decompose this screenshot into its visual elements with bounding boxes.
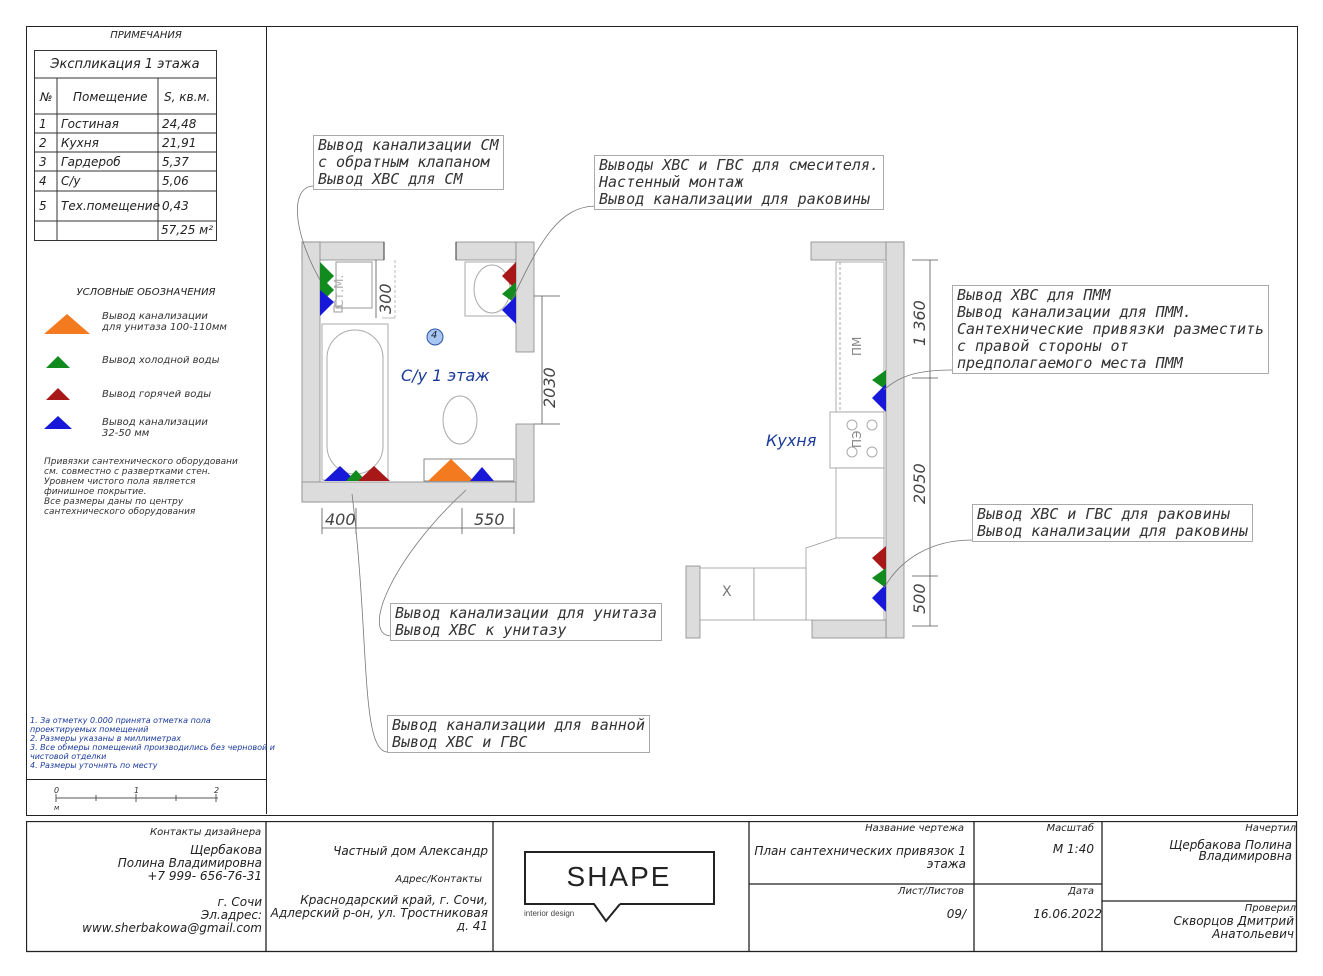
sheet-value: 09/ xyxy=(946,907,966,921)
legend-title: УСЛОВНЫЕ ОБОЗНАЧЕНИЯ xyxy=(76,287,216,298)
table-row: 2 xyxy=(39,136,47,150)
drawing-name: План сантехнических привязок 1 этажа xyxy=(754,844,966,871)
table-row: 3 xyxy=(39,155,47,169)
kitchen-room-label: Кухня xyxy=(766,431,817,450)
explication-total: 57,25 м² xyxy=(161,223,214,237)
washer-label: Ст.М. xyxy=(332,274,346,308)
callout-bathroom-sink: Выводы ХВС и ГВС для смесителя. Настенный монтаж Вывод канализации для раковины xyxy=(594,155,884,210)
dim-1360: 1 360 xyxy=(910,300,929,346)
green-triangle-icon xyxy=(46,356,70,368)
project-name: Частный дом Александр xyxy=(333,844,488,858)
table-row: 5 xyxy=(39,199,47,213)
legend-icons xyxy=(40,310,100,435)
bathroom-marker-label: 4 xyxy=(431,330,438,341)
header-room: Помещение xyxy=(73,90,148,104)
table-row: С/у xyxy=(61,174,81,188)
scale-tick-1: 1 xyxy=(134,786,140,795)
explication-table xyxy=(34,50,216,240)
orange-triangle-icon xyxy=(44,314,90,334)
dishwasher-label: ПМ xyxy=(850,336,864,356)
table-row: 4 xyxy=(39,174,47,188)
checked-label: Проверил xyxy=(1244,903,1296,914)
shape-logo xyxy=(524,851,714,918)
table-row: 1 xyxy=(39,117,47,131)
callout-dishwasher: Вывод ХВС для ПММ Вывод канализации для ПММ. Сантехнические привязки разместить с правой стороны от предполагаемого места ПММ xyxy=(952,285,1269,374)
table-row: 0,43 xyxy=(162,199,189,213)
dim-300: 300 xyxy=(376,283,395,314)
legend-note: Привязки сантехнического оборудовани см. совместно с развертками стен. Уровнем чистого пола является финишное покрытие. Все размеры даны по центру сантехнического оборудования xyxy=(44,457,238,517)
address-label: Адрес/Контакты xyxy=(395,874,482,885)
scale-bar xyxy=(40,784,240,812)
explication-title: Экспликация 1 этажа xyxy=(50,57,200,72)
drawn-by: Щербакова Полина Владимировна xyxy=(1169,838,1292,863)
table-row: Кухня xyxy=(61,136,99,150)
dim-2050: 2050 xyxy=(910,463,929,504)
scale-label: Масштаб xyxy=(1046,823,1094,834)
scale-tick-2: 2 xyxy=(214,786,220,795)
dim-2030: 2030 xyxy=(540,367,559,408)
header-num: № xyxy=(40,90,53,104)
sheet-label: Лист/Листов xyxy=(897,886,964,897)
legend-item-2: Вывод холодной воды xyxy=(102,355,220,366)
designer-name: Щербакова Полина Владимировна +7 999- 656-76-31 xyxy=(117,843,262,883)
designer-address: г. Сочи Эл.адрес: www.sherbakowa@gmail.com xyxy=(82,895,262,935)
drawing-name-label: Название чертежа xyxy=(865,823,964,834)
fridge-label: Х xyxy=(722,584,732,600)
date-label: Дата xyxy=(1068,886,1094,897)
logo-subtext: interior design xyxy=(524,909,575,918)
callout-toilet: Вывод канализации для унитаза Вывод ХВС к унитазу xyxy=(390,603,662,641)
table-row: 24,48 xyxy=(162,117,197,131)
callout-bath: Вывод канализации для ванной Вывод ХВС и ГВС xyxy=(387,715,650,753)
header-area: S, кв.м. xyxy=(164,90,211,104)
scale-value: М 1:40 xyxy=(1052,842,1094,856)
date-value: 16.06.2022 xyxy=(1033,907,1102,921)
footnotes: 1. За отметку 0.000 принята отметка пола проектируемых помещений 2. Размеры указаны в миллиметрах 3. Все обмеры помещений производились без черновой и чистовой отделки 4. Размеры уточнять по месту xyxy=(30,716,275,770)
table-row: 5,06 xyxy=(162,174,189,188)
toilet xyxy=(443,396,477,444)
scale-tick-0: 0 xyxy=(54,786,60,795)
dim-550: 550 xyxy=(474,510,505,529)
notes-title: ПРИМЕЧАНИЯ xyxy=(110,30,182,41)
callout-kitchen-sink: Вывод ХВС и ГВС для раковины Вывод канализации для раковины xyxy=(972,504,1253,542)
drawn-label: Начертил xyxy=(1245,823,1296,834)
dim-500: 500 xyxy=(910,583,929,614)
blue-triangle-icon xyxy=(44,416,72,429)
scale-divider xyxy=(26,779,266,780)
legend-item-3: Вывод горячей воды xyxy=(102,389,212,400)
table-row: Гостиная xyxy=(61,117,119,131)
table-row: Тех.помещение xyxy=(61,199,160,213)
legend-item-4: Вывод канализации 32-50 мм xyxy=(102,417,208,439)
red-triangle-icon xyxy=(46,388,70,400)
table-row: Гардероб xyxy=(61,155,121,169)
project-address: Краснодарский край, г. Сочи, Адлерский р-он, ул. Тростниковая д. 41 xyxy=(270,893,488,933)
table-row: 5,37 xyxy=(162,155,189,169)
bathtub xyxy=(322,324,388,480)
bathroom-room-label: С/у 1 этаж xyxy=(401,366,490,385)
scale-unit: м xyxy=(54,804,60,812)
legend-item-1: Вывод канализации для унитаза 100-110мм xyxy=(102,311,227,333)
stove-label: ПЭ xyxy=(850,430,864,448)
designer-contacts-label: Контакты дизайнера xyxy=(150,827,262,838)
logo-text: SHAPE xyxy=(566,861,672,892)
table-row: 21,91 xyxy=(162,136,197,150)
dim-400: 400 xyxy=(325,510,356,529)
checked-by: Скворцов Дмитрий Анатольевич xyxy=(1173,914,1294,941)
callout-washer: Вывод канализации СМ с обратным клапаном Вывод ХВС для СМ xyxy=(313,135,504,190)
